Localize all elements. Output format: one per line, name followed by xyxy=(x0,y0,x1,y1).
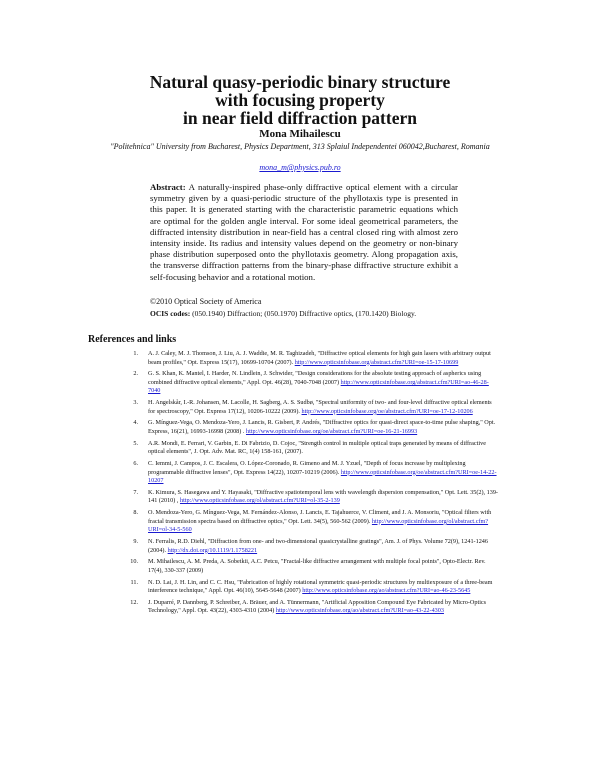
abstract-text: A naturally-inspired phase-only diffractive optical element with a circular symmetry given by a quasi-periodic structure of the phyllotaxis type is presented in this paper. It is generated starting with the characteristic parametric equations which are optimal for the golden angle interval. For some ideal geometrical parameters, the diffracted intensity distribution in near-field has a central closed ring with almost zero intensity inside. Its radius and intensity values depend on the geometry or non-binary phase distribution superposed onto the phyllotaxis geometry. Along propagation axis, the transverse diffraction patterns from the binary-phase diffractive structure exhibit a self-focusing behavior and a rotational motion. xyxy=(150,182,458,282)
abstract-label: Abstract: xyxy=(150,182,186,192)
reference-item xyxy=(114,558,499,575)
reference-text: A. J. Caley, M. J. Thomson, J. Liu, A. J. Waddie, M. R. Taghizadeh, "Diffractive optical elements for high gain lasers with arbitrary output beam profiles," Opt. Express 15(17), 10699-10704 (2007). xyxy=(148,350,491,366)
reference-link[interactable]: http://www.opticsinfobase.org/ao/abstract.cfm?URI=ao-46-23-5645 xyxy=(302,587,471,595)
paper-title xyxy=(100,73,500,127)
references-list xyxy=(114,350,499,619)
reference-text: G. Mínguez-Vega, O. Mendoza-Yero, J. Lancis, R. Gisbert, P. Andrés, "Diffractive optics for quasi-direct space-to-time pulse shaping," Opt. Express, 16(21), 16993-16998 (2008) . xyxy=(148,419,496,436)
reference-number: 1. xyxy=(133,350,138,357)
reference-item xyxy=(114,579,499,596)
reference-item xyxy=(114,460,499,486)
copyright-notice: ©2010 Optical Society of America xyxy=(150,297,262,306)
reference-number: 7. xyxy=(133,488,138,496)
ocis-label: OCIS codes: xyxy=(150,309,191,318)
reference-number: 4. xyxy=(133,419,138,427)
reference-link[interactable]: http://www.opticsinfobase.org/oe/abstract.cfm?URI=oe-16-21-16993 xyxy=(245,428,418,436)
reference-item xyxy=(114,370,499,396)
reference-link[interactable]: http://www.opticsinfobase.org/oe/abstract.cfm?URI=oe-17-12-10206 xyxy=(301,407,473,415)
reference-link[interactable]: http://www.opticsinfobase.org/ol/abstract.cfm?URI=ol-35-2-139 xyxy=(179,497,340,505)
title-line: Natural quasy-periodic binary structure xyxy=(149,72,451,92)
reference-text: C. Iemmi, J. Campos, J. C. Escalera, O. López-Coronado, R. Gimeno and M. J. Yzuel, "Depth of focus increase by multiplexing programmable diffractive lenses", Opt. Express 14(22), 10207-10219 (2006). xyxy=(148,460,466,476)
reference-number: 5. xyxy=(133,439,138,447)
ocis-text: (050.1940) Diffraction; (050.1970) Diffractive optics, (170.1420) Biology. xyxy=(192,309,417,318)
reference-text: K. Kimura, S. Hasegawa and Y. Hayasaki, "Diffractive spatiotemporal lens with wavelength dispersion compensation," Opt. Lett. 35(2), 139-141 (2010) , xyxy=(148,488,498,505)
reference-number: 6. xyxy=(133,460,138,467)
reference-number: 11. xyxy=(130,578,138,586)
reference-text: H. Angelskår, I.-R. Johansen, M. Lacolle, H. Sagberg, A. S. Sudbø, "Spectral uniformity of two- and four-level diffractive optical elements for spectroscopy," Opt. Express 17(12), 10206-10222 (2009). xyxy=(148,399,492,415)
reference-number: 9. xyxy=(133,538,138,546)
reference-text: A.R. Mondi, E. Ferrari, V. Garbin, E. Di Fabrizio, D. Cojoc, "Strength control in multiple optical traps generated by means of diffractive optical elements", J. Opt. Adv. Mat. RC, 1(4) 158-161, (2007). xyxy=(148,439,486,456)
reference-item xyxy=(114,509,499,535)
author-name: Mona Mihailescu xyxy=(259,128,341,140)
reference-item xyxy=(114,489,499,506)
reference-link[interactable]: http://www.opticsinfobase.org/ol/abstract.cfm?URI=ol-34-5-560 xyxy=(148,517,489,534)
reference-item xyxy=(114,440,499,457)
reference-item xyxy=(114,419,499,436)
reference-item xyxy=(114,538,499,555)
reference-number: 8. xyxy=(133,509,138,517)
reference-text: N. Ferralis, R.D. Diehl, "Diffraction from one- and two-dimensional quasicrystalline gratings", Am. J. of Phys. Volume 72(9), 1241-1246 (2004). xyxy=(148,538,488,554)
title-line: in near field diffraction pattern xyxy=(183,108,417,128)
author-email-link[interactable]: mona_m@physics.pub.ro xyxy=(259,163,341,172)
reference-number: 2. xyxy=(133,370,138,378)
reference-link[interactable]: http://www.opticsinfobase.org/abstract.cfm?URI=oe-15-17-10699 xyxy=(294,358,459,366)
reference-item xyxy=(114,399,499,416)
reference-item xyxy=(114,599,499,616)
reference-text: O. Mendoza-Yero, G. Mínguez-Vega, M. Fernández-Alonso, J. Lancis, E. Tajahuerce, V. Climent, and J. A. Monsoriu, "Optical filters with fractal transmission spectra based on diffractive optics," Opt. Lett. 34(5), 560-562 (2009). xyxy=(148,509,492,525)
references-heading: References and links xyxy=(88,334,177,345)
reference-text: M. Mihailescu, A. M. Preda, A. Sobetkii, A.C. Petcu, "Fractal-like diffractive arrangement with multiple focal points", Opto-Electr. Rev. 17(4), 330-337 (2009) xyxy=(148,558,486,574)
reference-number: 12. xyxy=(130,598,138,606)
reference-text: N. D. Lai, J. H. Lin, and C. C. Hsu, "Fabrication of highly rotational symmetric quasi-periodic structures by multiexposure of a three-beam interference technique," Appl. Opt. 46(10), 5645-5648 (2007) xyxy=(148,578,493,595)
reference-link[interactable]: http://www.opticsinfobase.org/ao/abstract.cfm?URI=ao-43-22-4303 xyxy=(275,607,444,615)
author-affiliation: "Politehnica" University from Bucharest, Physics Department, 313 Splaiul Independentei 060042,Bucharest, Romania xyxy=(110,142,490,151)
reference-link[interactable]: http://www.opticsinfobase.org/abstract.cfm?URI=ao-46-28-7040 xyxy=(148,378,489,395)
reference-link[interactable]: http://www.opticsinfobase.org/oe/abstract.cfm?URI=oe-14-22-10207 xyxy=(148,468,497,485)
reference-number: 10. xyxy=(130,558,138,566)
reference-link[interactable]: http://dx.doi.org/10.1119/1.1758221 xyxy=(167,546,258,554)
reference-text: J. Duparré, P. Dannberg, P. Schreiber, A. Bräuer, and A. Tünnermann, "Artificial Apposition Compound Eye Fabricated by Micro-Optics Technology," Appl. Opt. 43(22), 4303-4310 (2004) xyxy=(148,598,487,615)
reference-text: G. S. Khan, K. Mantel, I. Harder, N. Lindlein, J. Schwider, "Design considerations for the absolute testing approach of aspherics using combined diffractive optical elements," Appl. Opt. 46(28), 7040-7048 (2007) xyxy=(148,370,482,386)
ocis-codes xyxy=(150,309,458,318)
title-line: with focusing property xyxy=(215,90,385,110)
reference-item xyxy=(114,350,499,367)
abstract xyxy=(150,182,458,283)
reference-number: 3. xyxy=(133,399,138,407)
